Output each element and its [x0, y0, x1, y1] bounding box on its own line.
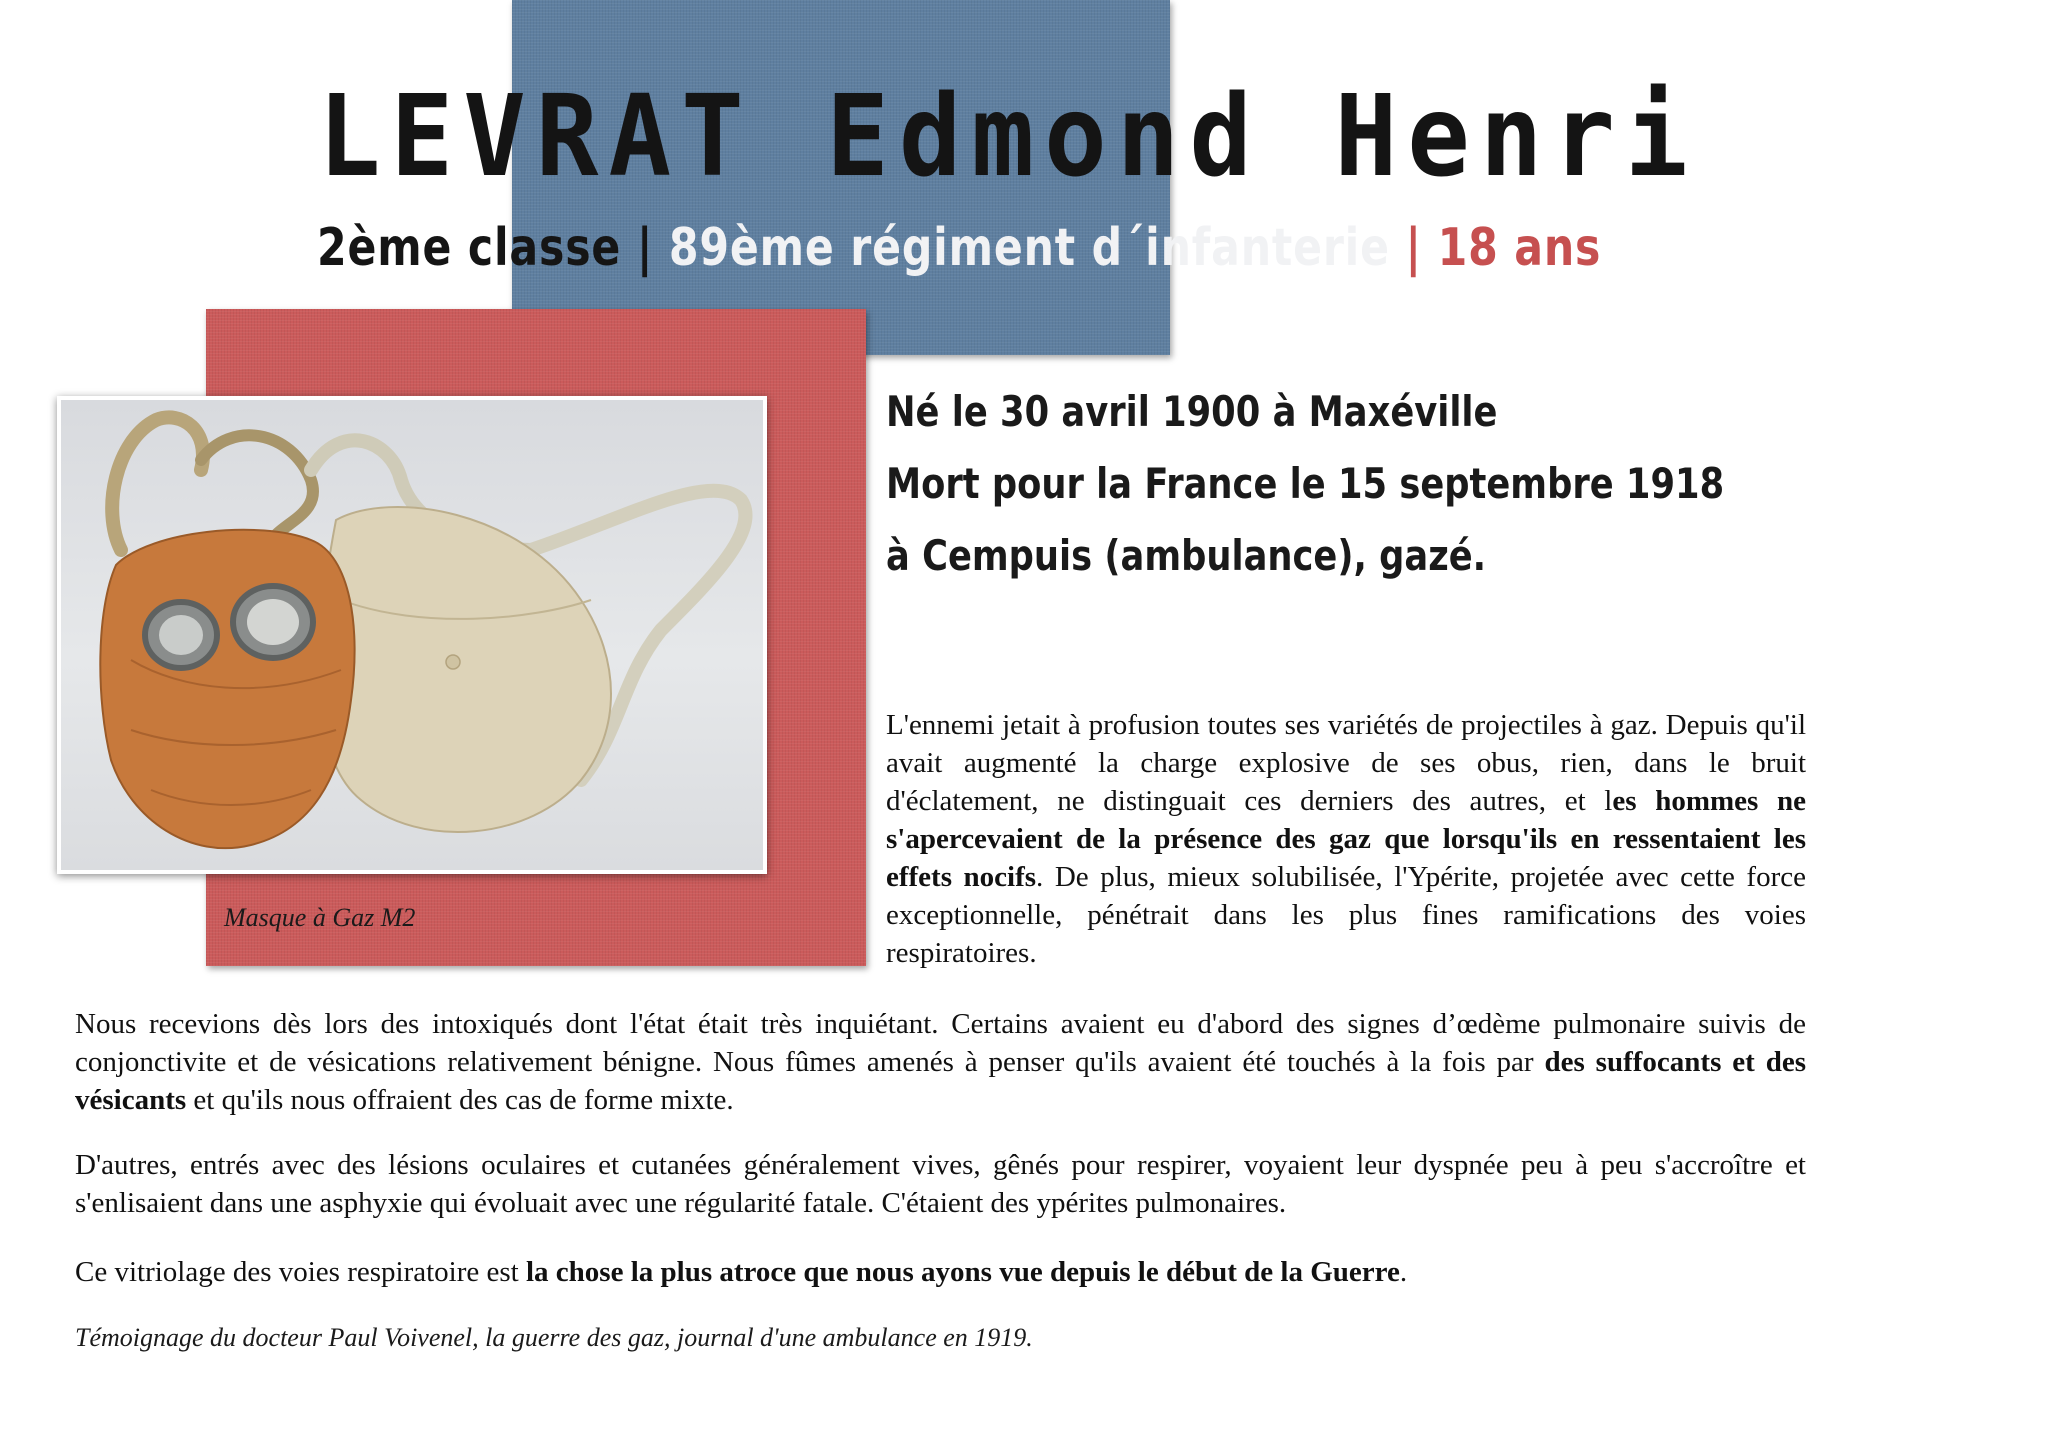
paragraph-2: [75, 1005, 1806, 1119]
paragraph-bold-text: es hommes ne s'apercevaient de la présence des gaz que lorsqu'ils en ressentaient les effets nocifs: [886, 785, 1806, 893]
paragraph-text: L'ennemi jetait à profusion toutes ses variétés de projectiles à gaz. Depuis qu'il avait augmenté la charge explosive de ses obus, rien, dans le bruit d'éclatement, ne distinguait ces derniers des autres, et l: [886, 709, 1806, 817]
paragraph-text: .: [1399, 1256, 1408, 1288]
paragraph-text: . De plus, mieux solubilisée, l'Ypérite, projetée avec cette force exceptionnelle, pénétrait dans les plus fines ramifications des voies respiratoires.: [886, 861, 1806, 969]
death-line: Mort pour la France le 15 septembre 1918: [886, 459, 1725, 508]
death-place-line: à Cempuis (ambulance), gazé.: [886, 531, 1487, 580]
paragraph-text: et qu'ils nous offraient des cas de forme mixte.: [186, 1084, 734, 1116]
paragraph-1: [886, 706, 1806, 972]
paragraph-bold-text: la chose la plus atroce que nous ayons vue depuis le début de la Guerre: [525, 1256, 1400, 1288]
rank: 2ème classe: [317, 218, 622, 278]
gas-mask-photo: [57, 396, 767, 874]
gas-mask-image: [61, 400, 763, 870]
paragraph-text: Ce vitriolage des voies respiratoire est: [75, 1256, 526, 1288]
paragraph-4: [75, 1253, 1806, 1291]
separator: |: [621, 218, 669, 278]
soldier-subtitle: [317, 218, 1601, 278]
citation: Témoignage du docteur Paul Voivenel, la guerre des gaz, journal d'une ambulance en 1919.: [75, 1323, 1033, 1352]
paragraph-text: Nous recevions dès lors des intoxiqués dont l'état était très inquiétant. Certains avaient eu d'abord des signes d’œdème pulmonaire suivis de conjonctivite et de vésications relativement bénigne. Nous fûmes amenés à penser qu'ils avaient été touchés à la fois par: [75, 1008, 1806, 1078]
birth-line: Né le 30 avril 1900 à Maxéville: [886, 387, 1498, 436]
age: 18 ans: [1437, 218, 1602, 278]
regiment: 89ème régiment d´infanterie: [668, 218, 1390, 278]
soldier-name: LEVRAT Edmond Henri: [318, 70, 1698, 202]
paragraph-3: D'autres, entrés avec des lésions oculaires et cutanées généralement vives, gênés pour respirer, voyaient leur dyspnée peu à peu s'accroître et s'enlisaient dans une asphyxie qui évoluait avec une régularité fatale. C'étaient des ypérites pulmonaires.: [75, 1149, 1806, 1219]
biography-block: [886, 376, 1724, 592]
paragraph-bold-text: des suffocants et des vésicants: [75, 1046, 1806, 1116]
separator: |: [1389, 218, 1438, 278]
photo-caption: Masque à Gaz M2: [224, 903, 416, 932]
